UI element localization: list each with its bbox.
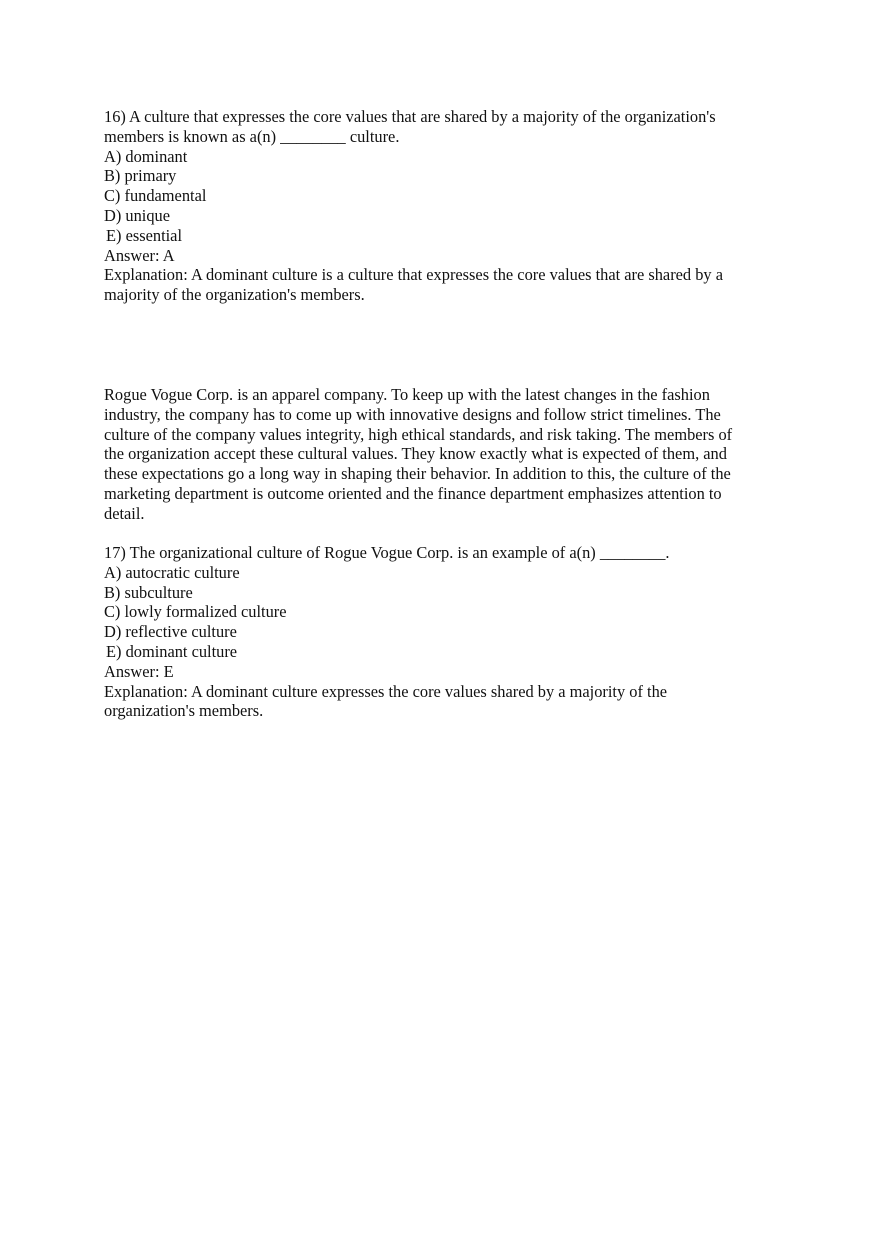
passage-line: marketing department is outcome oriented and the finance department emphasizes attention to <box>104 483 722 503</box>
answer-option-a: A) dominant <box>104 146 188 166</box>
passage-line: Rogue Vogue Corp. is an apparel company. To keep up with the latest changes in the fashion <box>104 385 710 404</box>
answer-option-e: E) dominant culture <box>106 641 238 661</box>
passage-line: detail. <box>104 503 145 523</box>
passage-line: industry, the company has to come up with innovative designs and follow strict timelines. The <box>104 404 721 424</box>
answer-option-d: D) reflective culture <box>104 622 237 642</box>
answer-option-c: C) fundamental <box>104 186 207 206</box>
answer-option-c: C) lowly formalized culture <box>104 602 287 622</box>
answer-option-b: B) primary <box>104 166 177 186</box>
explanation-line: majority of the organization's members. <box>104 285 365 305</box>
answer-option-d: D) unique <box>104 205 171 225</box>
explanation-line: Explanation: A dominant culture is a culture that expresses the core values that are shared by a <box>104 265 723 285</box>
answer-option-a: A) autocratic culture <box>104 562 240 582</box>
answer-option-e: E) essential <box>106 225 183 245</box>
explanation-line: Explanation: A dominant culture expresses the core values shared by a majority of the <box>104 681 668 701</box>
passage-line: culture of the company values integrity, high ethical standards, and risk taking. The members of <box>104 424 733 444</box>
question-stem-line: 17) The organizational culture of Rogue Vogue Corp. is an example of a(n) ________. <box>104 543 670 562</box>
question-17 <box>104 543 776 721</box>
question-stem-line: members is known as a(n) ________ culture. <box>104 126 400 146</box>
scenario-passage <box>104 385 776 524</box>
passage-line: the organization accept these cultural values. They know exactly what is expected of them, and <box>104 444 727 464</box>
answer-key: Answer: E <box>104 661 174 681</box>
answer-option-b: B) subculture <box>104 582 193 602</box>
explanation-line: organization's members. <box>104 701 264 721</box>
question-stem-line: 16) A culture that expresses the core values that are shared by a majority of the organization's <box>104 107 716 126</box>
question-16 <box>104 107 776 305</box>
answer-key: Answer: A <box>104 245 175 265</box>
passage-line: these expectations go a long way in shaping their behavior. In addition to this, the culture of the <box>104 464 731 484</box>
